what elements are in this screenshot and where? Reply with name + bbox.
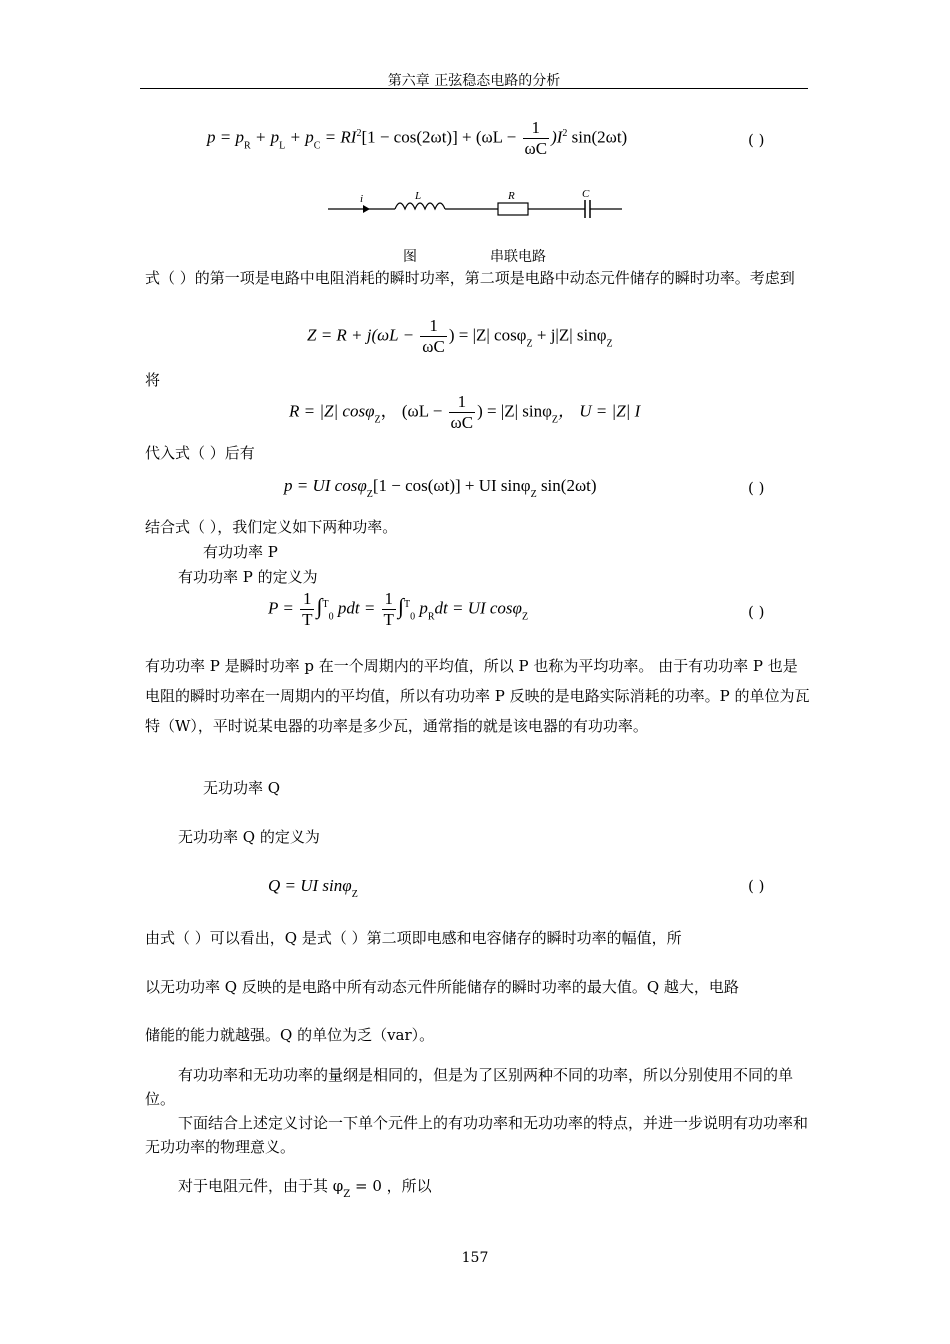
current-arrow-icon (363, 205, 370, 213)
header-rule (140, 88, 808, 89)
equation-power-expanded: p = UI cosφ$_Z$[1 − cos(ωt)] + UI sinφ$_Z$ sin(2ωt) (284, 476, 597, 500)
section-reactive-power: 无功功率 Q (203, 779, 281, 797)
paragraph-reactive-line3: 储能的能力就越强。Q 的单位为乏（var）。 (145, 1026, 435, 1044)
paragraph-resistor: 对于电阻元件，由于其 $\varphi_Z = 0$ ，所以 (178, 1177, 432, 1200)
paragraph-reactive-line1: 由式（ ）可以看出，Q 是式（ ）第二项即电感和电容储存的瞬时功率的幅值，所 (145, 929, 682, 947)
figure-caption-text: 串联电路 (490, 249, 546, 265)
equation-number: ( ) (748, 479, 765, 497)
paragraph-reactive-line2: 以无功功率 Q 反映的是电路中所有动态元件所能储存的瞬时功率的最大值。Q 越大，电路 (145, 978, 739, 996)
series-circuit-diagram (325, 186, 625, 226)
resistor-icon (498, 203, 528, 215)
reactive-power-definition-lead: 无功功率 Q 的定义为 (178, 828, 320, 846)
inductor-label: L (415, 190, 422, 202)
current-label: i (360, 193, 364, 205)
equation-active-power: P = $\frac{1}{T}$ ∫$^T_0$ pdt = $\frac{1}{T}$ ∫$^T_0$ $p_Rdt$ = UI cosφ$_Z$ (268, 589, 529, 629)
paragraph-define: 结合式（ ），我们定义如下两种功率。 (145, 518, 398, 536)
resistor-label: R (508, 190, 515, 202)
equation-number: ( ) (748, 131, 765, 149)
equation-number: ( ) (748, 603, 765, 621)
equation-impedance: Z = R + j(ωL − $\frac{1}{\omega C}$ ) = |Z| cosφ$_Z$ + j|Z| sinφ$_Z$ (307, 316, 613, 356)
equation-reactive-power: Q = UI sinφ$_Z$ (268, 876, 358, 900)
paragraph-after: 代入式（ ）后有 (145, 444, 255, 462)
inductor-icon (395, 203, 445, 209)
active-power-definition-lead: 有功功率 P 的定义为 (178, 568, 318, 586)
equation-instant-power: $p = p_R + p_L + p_C = RI^2[1 - \cos(2\omega t)] + (\omega L$ − $\frac{1}{\omega C}$ )$I^2$ sin(2ωt) (207, 118, 628, 158)
section-active-power: 有功功率 P (203, 543, 278, 561)
equation-relations: R = |Z| cosφ$_Z$， (ωL − $\frac{1}{\omega C}$ ) = |Z| sinφ$_Z$， U = |Z| I (289, 392, 641, 432)
paragraph-discussion: 下面结合上述定义讨论一下单个元件上的有功功率和无功功率的特点，并进一步说明有功功率和无功功率的物理意义。 (145, 1114, 809, 1156)
capacitor-label: C (582, 188, 590, 200)
paragraph-active-power: 有功功率 P 是瞬时功率 p 在一个周期内的平均值，所以 P 也称为平均功率。 由于有功功率 P 也是电阻的瞬时功率在一周期内的平均值，所以有功功率 P 反映的是电路实际消耗的功率。P 的单位为瓦特（W），平时说某电器的功率是多少瓦，通常指的就是该电器的有功功率。 (145, 657, 810, 735)
running-header: 第六章 正弦稳态电路的分析 (387, 73, 561, 89)
page-number: 157 (461, 1250, 489, 1266)
figure-caption-label: 图 (403, 249, 417, 265)
paragraph-dimension: 有功功率和无功功率的量纲是相同的，但是为了区别两种不同的功率，所以分别使用不同的单位。 (145, 1066, 794, 1108)
paragraph-intro: 式（ ）的第一项是电路中电阻消耗的瞬时功率，第二项是电路中动态元件储存的瞬时功率。考虑到 (145, 269, 795, 287)
equation-number: ( ) (748, 877, 765, 895)
paragraph-substitute: 将 (145, 371, 161, 389)
